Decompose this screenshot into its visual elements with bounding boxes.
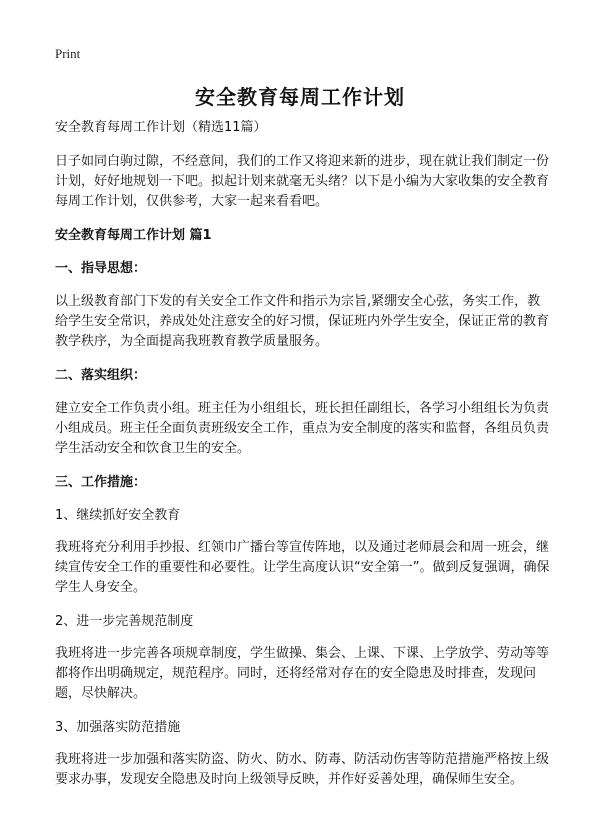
measure-item-label: 3、加强落实防范措施	[55, 720, 181, 735]
measure-item-text: 我班将进一步完善各项规章制度，学生做操、集会、上课、下课、上学放学、劳动等等都将作出明确规定，规范程序。同时，还将经常对存在的安全隐患及时排查，发现问题，尽快解决。	[55, 646, 550, 701]
measure-item-label: 1、继续抓好安全教育	[55, 508, 181, 523]
document-subtitle: 安全教育每周工作计划（精选11篇）	[55, 120, 267, 135]
section-text-organization: 建立安全工作负责小组。班主任为小组组长，班长担任副组长，各学习小组组长为负责小组成员。班主任全面负责班级安全工作，重点为安全制度的落实和监督，各组员负责学生活动安全和饮食卫生的安全。	[55, 401, 550, 456]
measure-item-text: 我班将进一步加强和落实防盗、防火、防水、防毒、防活动伤害等防范措施严格按上级要求办事，发现安全隐患及时向上级领导反映，并作好妥善处理，确保师生安全。	[55, 752, 550, 787]
section-heading-organization: 二、落实组织：	[55, 368, 147, 383]
measure-item-label: 2、进一步完善规范制度	[55, 614, 194, 629]
article-heading: 安全教育每周工作计划 篇1	[55, 228, 212, 243]
measure-item-text: 我班将充分利用手抄报、红领巾广播台等宣传阵地，以及通过老师晨会和周一班会，继续宣传安全工作的重要性和必要性。让学生高度认识“安全第一”。做到反复强调，确保学生人身安全。	[55, 540, 550, 595]
print-link[interactable]: Print	[55, 46, 81, 61]
section-heading-measures: 三、工作措施：	[55, 475, 147, 490]
intro-paragraph: 日子如同白驹过隙，不经意间，我们的工作又将迎来新的进步，现在就让我们制定一份计划，好好地规划一下吧。拟起计划来就毫无头绪？以下是小编为大家收集的安全教育每周工作计划，仅供参考，大家一起来看看吧。	[55, 154, 550, 209]
article-body	[55, 118, 550, 804]
section-text-guiding-ideology: 以上级教育部门下发的有关安全工作文件和指示为宗旨,紧绷安全心弦，务实工作，教给学生安全常识，养成处处注意安全的好习惯，保证班内外学生安全，保证正常的教育教学秩序，为全面提高我班教育教学质量服务。	[55, 294, 550, 349]
page-title: 安全教育每周工作计划	[195, 85, 405, 109]
section-heading-guiding-ideology: 一、指导思想：	[55, 261, 147, 276]
